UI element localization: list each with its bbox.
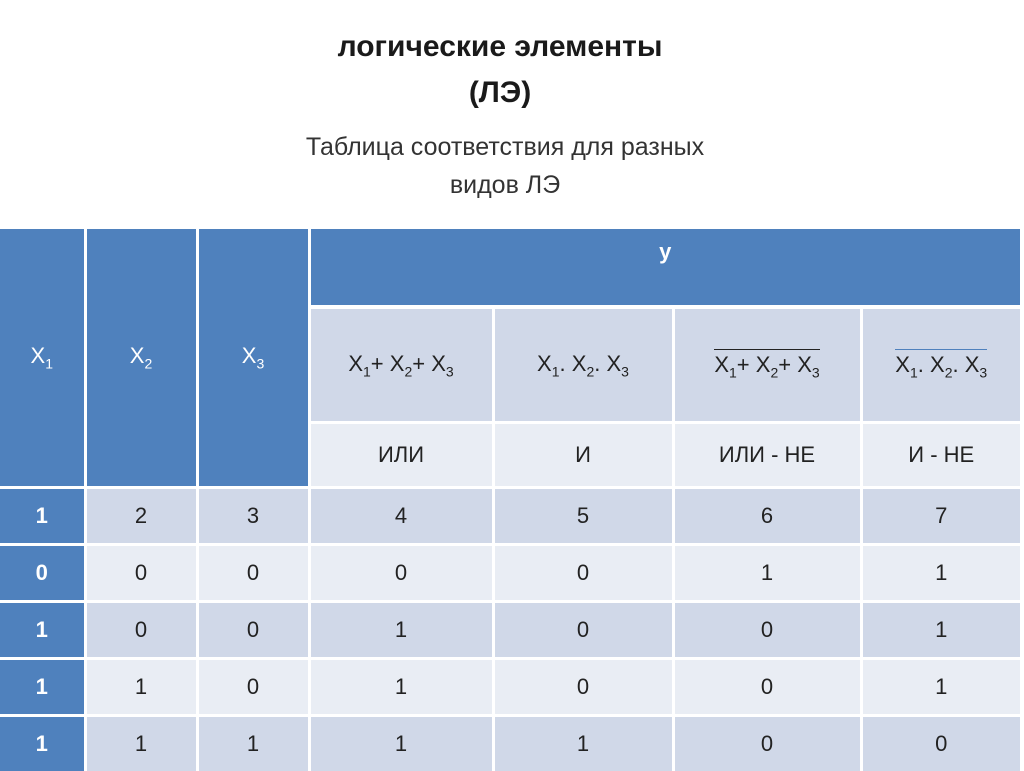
table-cell: 0: [85, 545, 197, 602]
gate-nand: И - НЕ: [861, 423, 1020, 488]
table-cell: 7: [861, 488, 1020, 545]
subtitle-line-1: Таблица соответствия для разных: [0, 128, 1010, 166]
table-cell: 0: [0, 545, 85, 602]
table-cell: 4: [309, 488, 493, 545]
table-cell: 0: [197, 602, 309, 659]
table-cell: 5: [493, 488, 673, 545]
gate-or: ИЛИ: [309, 423, 493, 488]
table-row: [0, 488, 1020, 545]
formula-or: $X_1+ X_2+ X_3$: [309, 307, 493, 423]
gate-and: И: [493, 423, 673, 488]
header-x3: $X_3$: [197, 229, 309, 488]
truth-table: [0, 229, 1020, 771]
table-cell: 1: [861, 602, 1020, 659]
table-cell: 1: [861, 659, 1020, 716]
table-cell: 0: [309, 545, 493, 602]
gate-nor: ИЛИ - НЕ: [673, 423, 861, 488]
table-cell: 0: [673, 659, 861, 716]
table-cell: 1: [861, 545, 1020, 602]
table-cell: 0: [85, 602, 197, 659]
header-x1: $X_1$: [0, 229, 85, 488]
table-cell: 0: [673, 716, 861, 771]
table-cell: 1: [673, 545, 861, 602]
table-cell: 1: [197, 716, 309, 771]
formula-and: $X_1$. $X_2$. $X_3$: [493, 307, 673, 423]
table-cell: 0: [673, 602, 861, 659]
table-cell: 1: [85, 716, 197, 771]
table-cell: 0: [493, 545, 673, 602]
table-cell: 1: [493, 716, 673, 771]
formula-nand: [861, 307, 1020, 423]
table-cell: 3: [197, 488, 309, 545]
header-y: y: [309, 229, 1020, 307]
table-cell: 1: [85, 659, 197, 716]
table-cell: 1: [309, 716, 493, 771]
page-title-abbr: (ЛЭ): [0, 76, 1000, 110]
table-cell: 0: [493, 602, 673, 659]
table-cell: 1: [0, 716, 85, 771]
table-cell: 1: [309, 659, 493, 716]
formula-nor: [673, 307, 861, 423]
table-cell: 0: [493, 659, 673, 716]
page-title: логические элементы: [0, 30, 1000, 64]
table-cell: 0: [197, 659, 309, 716]
table-row: [0, 602, 1020, 659]
header-x2: $X_2$: [85, 229, 197, 488]
table-row: [0, 659, 1020, 716]
subtitle-line-2: видов ЛЭ: [0, 166, 1010, 204]
table-cell: 6: [673, 488, 861, 545]
table-cell: 1: [0, 659, 85, 716]
table-cell: 1: [0, 488, 85, 545]
table-cell: 1: [0, 602, 85, 659]
table-row: [0, 716, 1020, 771]
table-cell: 0: [861, 716, 1020, 771]
negation-overline: $X_1$. $X_2$. $X_3$: [895, 349, 987, 380]
table-cell: 0: [197, 545, 309, 602]
table-cell: 2: [85, 488, 197, 545]
page-subtitle: [0, 128, 1010, 204]
negation-overline: $X_1+ X_2+ X_3$: [714, 349, 819, 380]
table-row: [0, 545, 1020, 602]
table-cell: 1: [309, 602, 493, 659]
